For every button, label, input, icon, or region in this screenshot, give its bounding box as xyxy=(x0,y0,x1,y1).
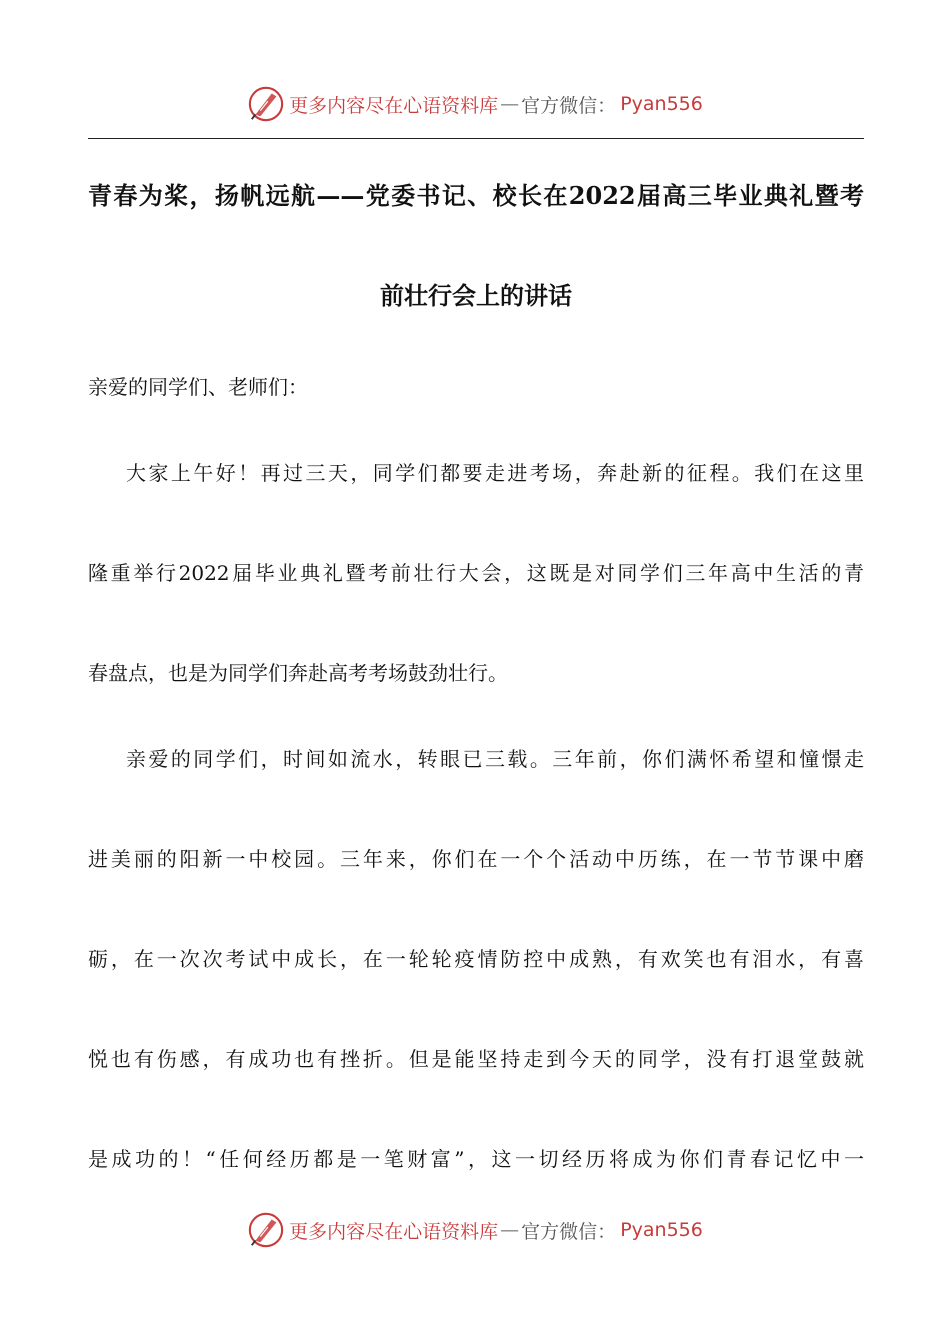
watermark-text: 更多内容尽在心语资料库 xyxy=(289,1220,499,1243)
pen-feather-logo-icon xyxy=(247,1211,285,1249)
paragraph-line: 亲爱的同学们，时间如流水，转眼已三载。三年前，你们满怀希望和憧憬走 xyxy=(126,747,864,771)
watermark-official-label: 官方微信： xyxy=(521,1220,617,1243)
watermark-official-label: 官方微信： xyxy=(521,94,617,117)
footer-watermark xyxy=(0,1208,950,1252)
header-divider xyxy=(88,138,864,139)
watermark-wechat-id: Pyan556 xyxy=(620,93,703,115)
paragraph-line: 隆重举行2022届毕业典礼暨考前壮行大会，这既是对同学们三年高中生活的青 xyxy=(88,561,864,585)
watermark-dash: — xyxy=(500,1219,520,1241)
salutation: 亲爱的同学们、老师们： xyxy=(88,375,308,399)
pen-feather-logo-icon xyxy=(247,85,285,123)
document-title-line-2: 前壮行会上的讲话 xyxy=(380,281,572,310)
watermark-wechat-id: Pyan556 xyxy=(620,1219,703,1241)
paragraph-line: 是成功的！“任何经历都是一笔财富”，这一切经历将成为你们青春记忆中一 xyxy=(88,1147,864,1171)
paragraph-line: 进美丽的阳新一中校园。三年来，你们在一个个活动中历练，在一节节课中磨 xyxy=(88,847,864,871)
watermark-text: 更多内容尽在心语资料库 xyxy=(289,94,499,117)
watermark-dash: — xyxy=(500,93,520,115)
document-title-line-1: 青春为桨，扬帆远航——党委书记、校长在2022届高三毕业典礼暨考 xyxy=(88,181,864,210)
header-watermark xyxy=(0,82,950,126)
paragraph-line: 春盘点，也是为同学们奔赴高考考场鼓劲壮行。 xyxy=(88,661,508,685)
paragraph-line: 大家上午好！再过三天，同学们都要走进考场，奔赴新的征程。我们在这里 xyxy=(126,461,864,485)
paragraph-line: 砺，在一次次考试中成长，在一轮轮疫情防控中成熟，有欢笑也有泪水，有喜 xyxy=(88,947,864,971)
paragraph-line: 悦也有伤感，有成功也有挫折。但是能坚持走到今天的同学，没有打退堂鼓就 xyxy=(88,1047,864,1071)
